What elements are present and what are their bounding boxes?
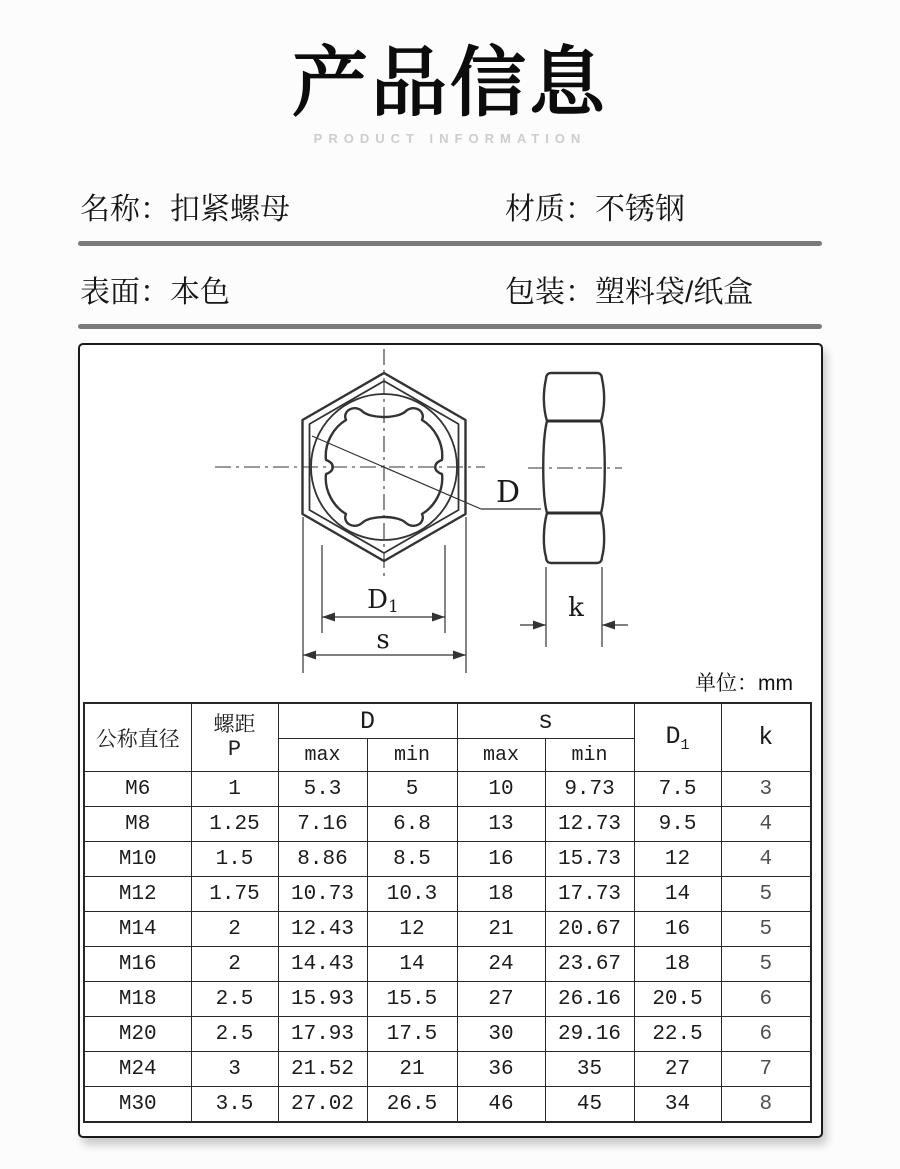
spec-packaging-label: 包装： xyxy=(505,276,595,309)
cell-d1: 12 xyxy=(634,842,721,877)
cell-size: M20 xyxy=(84,1017,191,1052)
cell-dmax: 10.73 xyxy=(278,877,367,912)
cell-smin: 20.67 xyxy=(545,912,634,947)
cell-smax: 10 xyxy=(457,772,545,807)
header-s-min: min xyxy=(545,739,634,772)
cell-k: 5 xyxy=(721,947,811,982)
cell-p: 2.5 xyxy=(191,1017,278,1052)
spec-material-label: 材质： xyxy=(505,193,595,226)
spec-row-1 xyxy=(80,184,822,228)
header-d1-subscript: 1 xyxy=(680,736,690,754)
cell-dmax: 8.86 xyxy=(278,842,367,877)
cell-dmax: 21.52 xyxy=(278,1052,367,1087)
spec-name-value: 扣紧螺母 xyxy=(170,193,290,226)
cell-smin: 23.67 xyxy=(545,947,634,982)
cell-k: 4 xyxy=(721,842,811,877)
cell-smax: 16 xyxy=(457,842,545,877)
d1-arrow-right xyxy=(432,613,445,622)
page-subtitle: PRODUCT INFORMATION xyxy=(313,131,587,146)
cell-p: 1.5 xyxy=(191,842,278,877)
cell-dmax: 7.16 xyxy=(278,807,367,842)
cell-dmax: 14.43 xyxy=(278,947,367,982)
header-d-min: min xyxy=(367,739,457,772)
cell-dmin: 21 xyxy=(367,1052,457,1087)
header-pitch-symbol: P xyxy=(227,736,242,762)
cell-d1: 7.5 xyxy=(634,772,721,807)
cell-dmin: 17.5 xyxy=(367,1017,457,1052)
cell-dmin: 8.5 xyxy=(367,842,457,877)
drawing-and-table-panel xyxy=(78,343,823,1138)
cell-smin: 12.73 xyxy=(545,807,634,842)
header-d1 xyxy=(634,703,721,772)
cell-dmin: 10.3 xyxy=(367,877,457,912)
cell-smax: 24 xyxy=(457,947,545,982)
table-row xyxy=(84,912,811,947)
s-arrow-right xyxy=(453,651,466,660)
cell-smax: 36 xyxy=(457,1052,545,1087)
header-k: k xyxy=(721,703,811,772)
table-row xyxy=(84,842,811,877)
spec-packaging-value: 塑料袋/纸盒 xyxy=(595,276,754,309)
d1-label: D1 xyxy=(367,585,399,617)
k-arrow-left xyxy=(533,621,546,630)
page-title: 产品信息 xyxy=(292,41,608,126)
cell-size: M8 xyxy=(84,807,191,842)
spec-name-label: 名称： xyxy=(80,193,170,226)
spec-surface-label: 表面： xyxy=(80,276,170,309)
spec-material xyxy=(505,184,685,228)
cell-dmin: 15.5 xyxy=(367,982,457,1017)
cell-smin: 35 xyxy=(545,1052,634,1087)
cell-smax: 18 xyxy=(457,877,545,912)
cell-p: 1.25 xyxy=(191,807,278,842)
table-row xyxy=(84,982,811,1017)
cell-dmin: 14 xyxy=(367,947,457,982)
cell-p: 2 xyxy=(191,912,278,947)
cell-p: 3 xyxy=(191,1052,278,1087)
k-label: k xyxy=(568,593,584,623)
cell-size: M30 xyxy=(84,1087,191,1123)
cell-k: 8 xyxy=(721,1087,811,1123)
cell-dmax: 15.93 xyxy=(278,982,367,1017)
cell-dmax: 12.43 xyxy=(278,912,367,947)
cell-p: 3.5 xyxy=(191,1087,278,1123)
cell-dmax: 27.02 xyxy=(278,1087,367,1123)
cell-k: 5 xyxy=(721,877,811,912)
cell-smax: 21 xyxy=(457,912,545,947)
cell-p: 2 xyxy=(191,947,278,982)
table-row xyxy=(84,772,811,807)
cell-k: 3 xyxy=(721,772,811,807)
cell-smin: 9.73 xyxy=(545,772,634,807)
spec-table xyxy=(83,702,812,1123)
cell-k: 7 xyxy=(721,1052,811,1087)
cell-smin: 29.16 xyxy=(545,1017,634,1052)
divider-line xyxy=(78,241,822,246)
cell-dmax: 17.93 xyxy=(278,1017,367,1052)
d-leader-diagonal xyxy=(312,436,481,509)
table-row xyxy=(84,1087,811,1123)
cell-p: 1.75 xyxy=(191,877,278,912)
k-arrow-right xyxy=(602,621,615,630)
cell-smin: 15.73 xyxy=(545,842,634,877)
header-pitch-cn: 螺距 xyxy=(213,712,256,736)
unit-note: 单位：mm xyxy=(695,672,793,695)
cell-d1: 14 xyxy=(634,877,721,912)
table-row xyxy=(84,1052,811,1087)
cell-size: M12 xyxy=(84,877,191,912)
header-s-max: max xyxy=(457,739,545,772)
s-arrow-left xyxy=(303,651,316,660)
header-d1-letter: D xyxy=(665,721,681,751)
cell-k: 4 xyxy=(721,807,811,842)
cell-size: M24 xyxy=(84,1052,191,1087)
cell-dmin: 6.8 xyxy=(367,807,457,842)
table-row xyxy=(84,1017,811,1052)
table-row xyxy=(84,877,811,912)
cell-p: 2.5 xyxy=(191,982,278,1017)
s-label: s xyxy=(376,625,390,655)
cell-d1: 34 xyxy=(634,1087,721,1123)
cell-smax: 46 xyxy=(457,1087,545,1123)
cell-dmin: 12 xyxy=(367,912,457,947)
cell-size: M10 xyxy=(84,842,191,877)
spec-row-2 xyxy=(80,267,822,311)
cell-d1: 27 xyxy=(634,1052,721,1087)
cell-smin: 45 xyxy=(545,1087,634,1123)
d-label: D xyxy=(495,475,521,510)
cell-k: 6 xyxy=(721,1017,811,1052)
spec-material-value: 不锈钢 xyxy=(595,193,685,226)
cell-size: M18 xyxy=(84,982,191,1017)
cell-k: 5 xyxy=(721,912,811,947)
divider-line xyxy=(78,324,822,329)
header-nominal-diameter: 公称直径 xyxy=(84,703,191,772)
spec-packaging xyxy=(505,267,753,311)
cell-d1: 18 xyxy=(634,947,721,982)
spec-name xyxy=(80,184,505,228)
cell-smin: 17.73 xyxy=(545,877,634,912)
cell-smax: 27 xyxy=(457,982,545,1017)
cell-d1: 16 xyxy=(634,912,721,947)
cell-k: 6 xyxy=(721,982,811,1017)
cell-dmin: 26.5 xyxy=(367,1087,457,1123)
cell-size: M6 xyxy=(84,772,191,807)
table-row xyxy=(84,807,811,842)
table-row xyxy=(84,947,811,982)
cell-smax: 13 xyxy=(457,807,545,842)
d1-arrow-left xyxy=(322,613,335,622)
cell-p: 1 xyxy=(191,772,278,807)
cell-d1: 20.5 xyxy=(634,982,721,1017)
cell-smax: 30 xyxy=(457,1017,545,1052)
cell-size: M14 xyxy=(84,912,191,947)
cell-dmax: 5.3 xyxy=(278,772,367,807)
cell-dmin: 5 xyxy=(367,772,457,807)
spec-surface xyxy=(80,267,505,311)
header-s-group: s xyxy=(457,703,634,739)
cell-size: M16 xyxy=(84,947,191,982)
cell-smin: 26.16 xyxy=(545,982,634,1017)
header-pitch xyxy=(191,703,278,772)
cell-d1: 22.5 xyxy=(634,1017,721,1052)
header-d-group: D xyxy=(278,703,457,739)
header-d-max: max xyxy=(278,739,367,772)
technical-drawing xyxy=(80,345,821,702)
cell-d1: 9.5 xyxy=(634,807,721,842)
spec-surface-value: 本色 xyxy=(170,276,230,309)
